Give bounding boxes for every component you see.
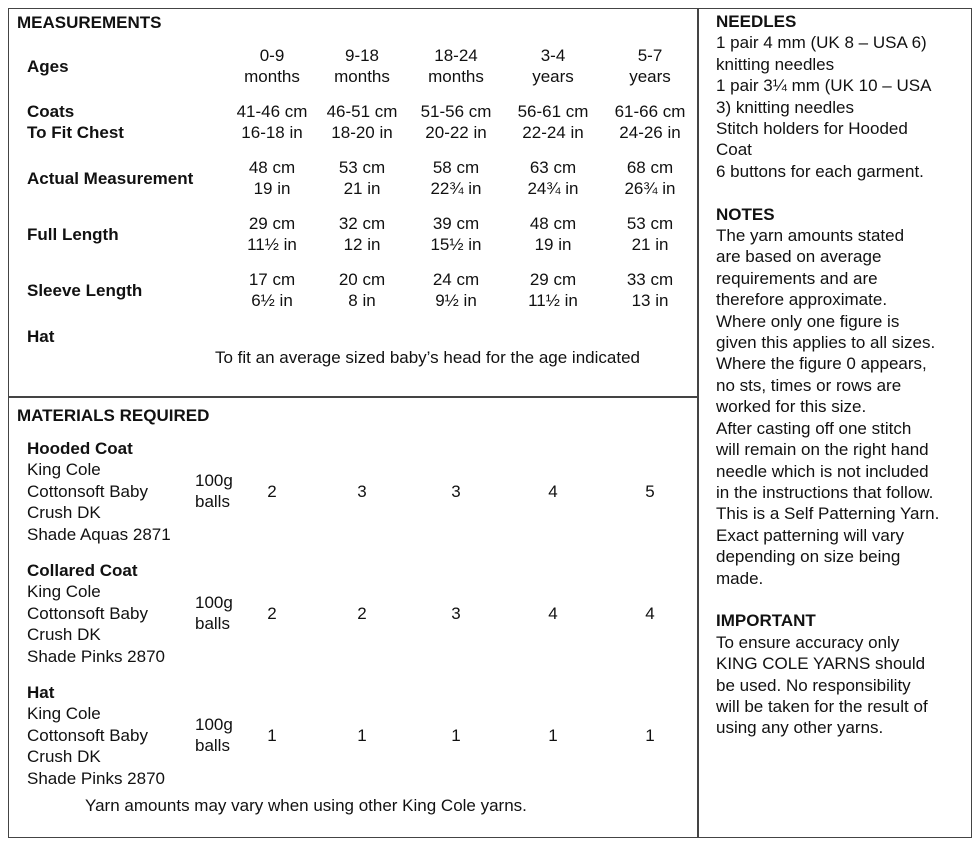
age-header: months: [244, 67, 300, 87]
hat-fit-note: To fit an average sized baby’s head for the age indicated: [215, 348, 640, 367]
row-label: Coats: [27, 102, 75, 121]
ball-count: 1: [548, 726, 558, 745]
section-line: 6 buttons for each garment.: [716, 161, 924, 181]
ball-count: 4: [548, 604, 558, 623]
yarn-line: Shade Pinks 2870: [27, 646, 165, 666]
age-header: years: [532, 67, 574, 87]
measurement-cell: 26¾ in: [624, 179, 676, 199]
section-line: Coat: [716, 140, 752, 160]
yarn-unit: balls: [195, 614, 230, 634]
row-label: To Fit Chest: [27, 123, 124, 143]
yarn-line: Shade Pinks 2870: [27, 768, 165, 788]
ball-count: 1: [267, 726, 277, 745]
yarn-line: King Cole: [27, 704, 101, 724]
garment-name: Collared Coat: [27, 561, 138, 580]
section-line: Where only one figure is: [716, 311, 900, 331]
yarn-line: King Cole: [27, 582, 101, 602]
section-line: are based on average: [716, 247, 882, 267]
measurement-cell: 33 cm: [626, 270, 674, 289]
age-header: months: [428, 67, 484, 87]
measurement-cell: 16-18 in: [241, 123, 303, 143]
section-line: needle which is not included: [716, 461, 929, 481]
ball-count: 1: [357, 726, 367, 745]
section-divider: [8, 396, 698, 398]
section-line: 1 pair 4 mm (UK 8 – USA 6): [716, 33, 927, 53]
section-line: Stitch holders for Hooded: [716, 119, 908, 139]
section-line: 1 pair 3¼ mm (UK 10 – USA: [716, 76, 932, 96]
yarn-line: King Cole: [27, 460, 101, 480]
ball-count: 1: [645, 726, 655, 745]
section-line: in the instructions that follow.: [716, 482, 934, 502]
measurement-cell: 63 cm: [529, 158, 577, 177]
measurements-heading: MEASUREMENTS: [17, 13, 162, 32]
section-line: This is a Self Patterning Yarn.: [716, 504, 940, 524]
ball-count: 1: [451, 726, 461, 745]
ball-count: 3: [451, 604, 461, 623]
row-label: Actual Measurement: [27, 169, 194, 188]
ball-count: 3: [451, 482, 461, 501]
yarn-line: Crush DK: [27, 747, 101, 767]
measurement-cell: 29 cm: [529, 270, 577, 289]
garment-name: Hooded Coat: [27, 439, 133, 458]
section-line: After casting off one stitch: [716, 418, 912, 438]
materials-heading: MATERIALS REQUIRED: [17, 406, 210, 425]
measurement-cell: 51-56 cm: [420, 102, 492, 121]
section-line: be used. No responsibility: [716, 675, 911, 695]
measurement-cell: 20-22 in: [425, 123, 487, 143]
yarn-unit: balls: [195, 492, 230, 512]
section-line: requirements and are: [716, 268, 878, 288]
age-header: 5-7: [637, 46, 663, 65]
measurement-cell: 24 cm: [432, 270, 480, 289]
section-line: Where the figure 0 appears,: [716, 354, 927, 374]
yarn-unit: 100g: [195, 715, 233, 734]
measurement-cell: 8 in: [348, 291, 376, 311]
yarn-line: Shade Aquas 2871: [27, 524, 171, 544]
measurement-cell: 17 cm: [248, 270, 296, 289]
section-line: Exact patterning will vary: [716, 525, 905, 545]
measurement-cell: 48 cm: [248, 158, 296, 177]
section-line: KING COLE YARNS should: [716, 654, 926, 674]
garment-name: Hat: [27, 683, 55, 702]
row-label: Sleeve Length: [27, 281, 143, 300]
row-label: Full Length: [27, 225, 119, 244]
measurement-cell: 24¾ in: [527, 179, 579, 199]
section-line: The yarn amounts stated: [716, 226, 905, 246]
measurement-cell: 20 cm: [338, 270, 386, 289]
ball-count: 2: [267, 604, 277, 623]
section-line: using any other yarns.: [716, 718, 884, 738]
section-line: To ensure accuracy only: [716, 632, 900, 652]
measurement-cell: 21 in: [343, 179, 381, 199]
ball-count: 4: [548, 482, 558, 501]
yarn-line: Cottonsoft Baby: [27, 481, 148, 501]
measurement-cell: 58 cm: [432, 158, 480, 177]
measurement-cell: 21 in: [631, 235, 669, 255]
ball-count: 3: [357, 482, 367, 501]
measurement-cell: 48 cm: [529, 214, 577, 233]
age-header: 0-9: [259, 46, 285, 65]
measurement-cell: 32 cm: [338, 214, 386, 233]
section-line: knitting needles: [716, 54, 835, 74]
measurement-cell: 53 cm: [626, 214, 674, 233]
section-line: worked for this size.: [716, 397, 867, 417]
section-line: made.: [716, 568, 764, 588]
row-label: Hat: [27, 327, 55, 346]
measurement-cell: 41-46 cm: [236, 102, 308, 121]
section-heading: NEEDLES: [716, 12, 797, 31]
yarn-line: Crush DK: [27, 503, 101, 523]
measurement-cell: 46-51 cm: [326, 102, 398, 121]
measurement-cell: 22-24 in: [522, 123, 584, 143]
measurement-cell: 12 in: [343, 235, 381, 255]
yarn-line: Cottonsoft Baby: [27, 725, 148, 745]
ball-count: 4: [645, 604, 655, 623]
age-header: 9-18: [344, 46, 380, 65]
row-label: Ages: [27, 57, 69, 76]
measurement-cell: 18-20 in: [331, 123, 393, 143]
section-line: depending on size being: [716, 547, 901, 567]
section-line: therefore approximate.: [716, 290, 888, 310]
measurement-cell: 19 in: [253, 179, 291, 199]
yarn-unit: balls: [195, 736, 230, 756]
section-heading: NOTES: [716, 204, 775, 224]
age-header: months: [334, 67, 390, 87]
ball-count: 2: [267, 482, 277, 501]
measurement-cell: 11½ in: [528, 291, 578, 311]
section-line: no sts, times or rows are: [716, 375, 902, 395]
measurement-cell: 53 cm: [338, 158, 386, 177]
measurement-cell: 15½ in: [430, 235, 482, 255]
section-line: given this applies to all sizes.: [716, 333, 936, 353]
section-line: 3) knitting needles: [716, 97, 854, 117]
measurement-cell: 22¾ in: [430, 179, 482, 199]
measurement-cell: 6½ in: [251, 291, 293, 311]
measurement-cell: 56-61 cm: [517, 102, 589, 121]
yarn-footer-note: Yarn amounts may vary when using other King Cole yarns.: [85, 796, 527, 815]
measurement-cell: 24-26 in: [619, 123, 681, 143]
measurement-cell: 61-66 cm: [614, 102, 686, 121]
yarn-line: Cottonsoft Baby: [27, 603, 148, 623]
measurement-cell: 13 in: [631, 291, 669, 311]
measurement-cell: 29 cm: [248, 214, 296, 233]
measurement-cell: 68 cm: [626, 158, 674, 177]
age-header: 18-24: [434, 46, 478, 65]
yarn-unit: 100g: [195, 471, 233, 490]
section-heading: IMPORTANT: [716, 611, 816, 631]
right-panel: [716, 11, 939, 739]
section-line: will remain on the right hand: [716, 440, 929, 460]
section-line: will be taken for the result of: [716, 696, 928, 716]
measurement-cell: 19 in: [534, 235, 572, 255]
measurement-cell: 39 cm: [432, 214, 480, 233]
ball-count: 2: [357, 604, 367, 623]
yarn-unit: 100g: [195, 593, 233, 612]
yarn-line: Crush DK: [27, 625, 101, 645]
age-header: 3-4: [540, 46, 566, 65]
age-header: years: [629, 67, 671, 87]
measurement-cell: 9½ in: [435, 291, 477, 311]
ball-count: 5: [645, 482, 655, 501]
measurement-cell: 11½ in: [247, 235, 297, 255]
